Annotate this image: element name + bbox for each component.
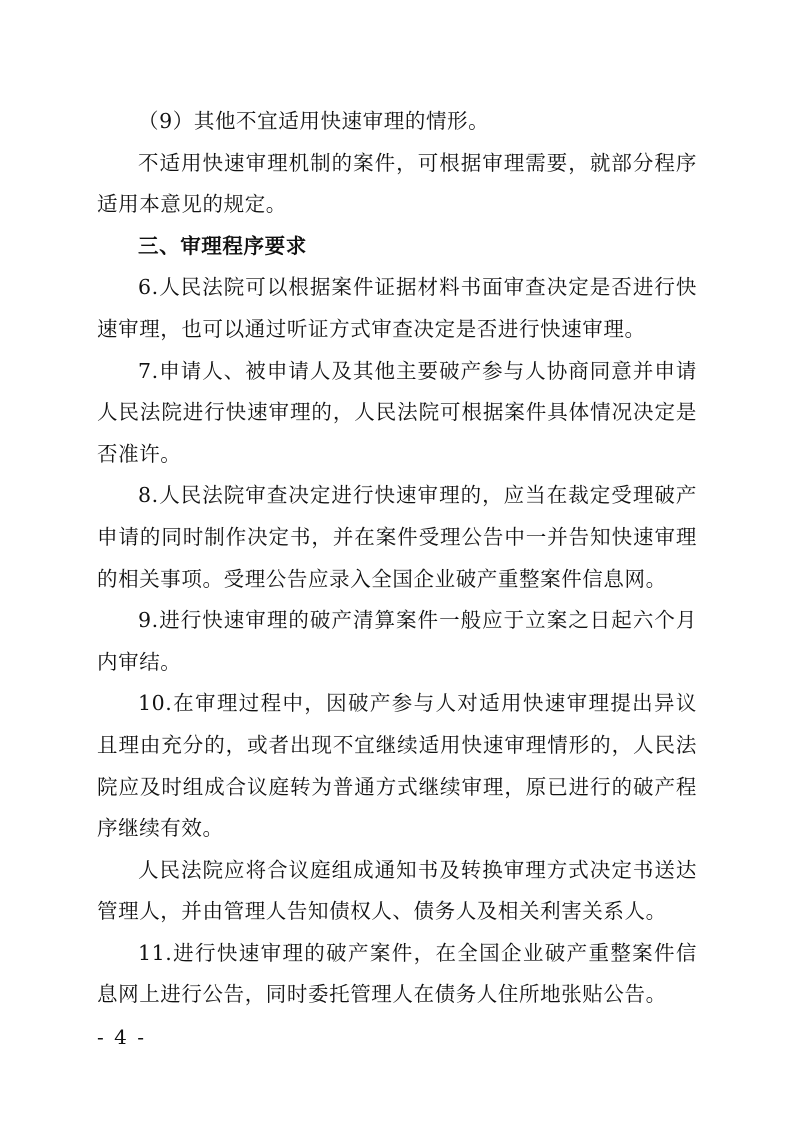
- paragraph: 9.进行快速审理的破产清算案件一般应于立案之日起六个月内审结。: [97, 608, 697, 674]
- paragraph: 人民法院应将合议庭组成通知书及转换审理方式决定书送达管理人，并由管理人告知债权人、债务人及相关利害关系人。: [97, 857, 697, 924]
- document-body: [97, 101, 697, 1016]
- page-number: - 4 -: [97, 1025, 146, 1049]
- paragraph: 7.申请人、被申请人及其他主要破产参与人协商同意并申请人民法院进行快速审理的，人民法院可根据案件具体情况决定是否准许。: [97, 358, 697, 466]
- paragraph: （9）其他不宜适用快速审理的情形。: [138, 109, 490, 133]
- paragraph: 8.人民法院审查决定进行快速审理的，应当在裁定受理破产申请的同时制作决定书，并在案件受理公告中一并告知快速审理的相关事项。受理公告应录入全国企业破产重整案件信息网。: [97, 483, 697, 591]
- paragraph: 10.在审理过程中，因破产参与人对适用快速审理提出异议且理由充分的，或者出现不宜继续适用快速审理情形的，人民法院应及时组成合议庭转为普通方式继续审理，原已进行的破产程序继续有效。: [97, 691, 697, 841]
- paragraph: 11.进行快速审理的破产案件，在全国企业破产重整案件信息网上进行公告，同时委托管理人在债务人住所地张贴公告。: [97, 940, 697, 1007]
- paragraph: 6.人民法院可以根据案件证据材料书面审查决定是否进行快速审理，也可以通过听证方式审查决定是否进行快速审理。: [97, 275, 697, 341]
- paragraph: 不适用快速审理机制的案件，可根据审理需要，就部分程序适用本意见的规定。: [97, 150, 697, 217]
- section-heading: 三、审理程序要求: [138, 233, 307, 258]
